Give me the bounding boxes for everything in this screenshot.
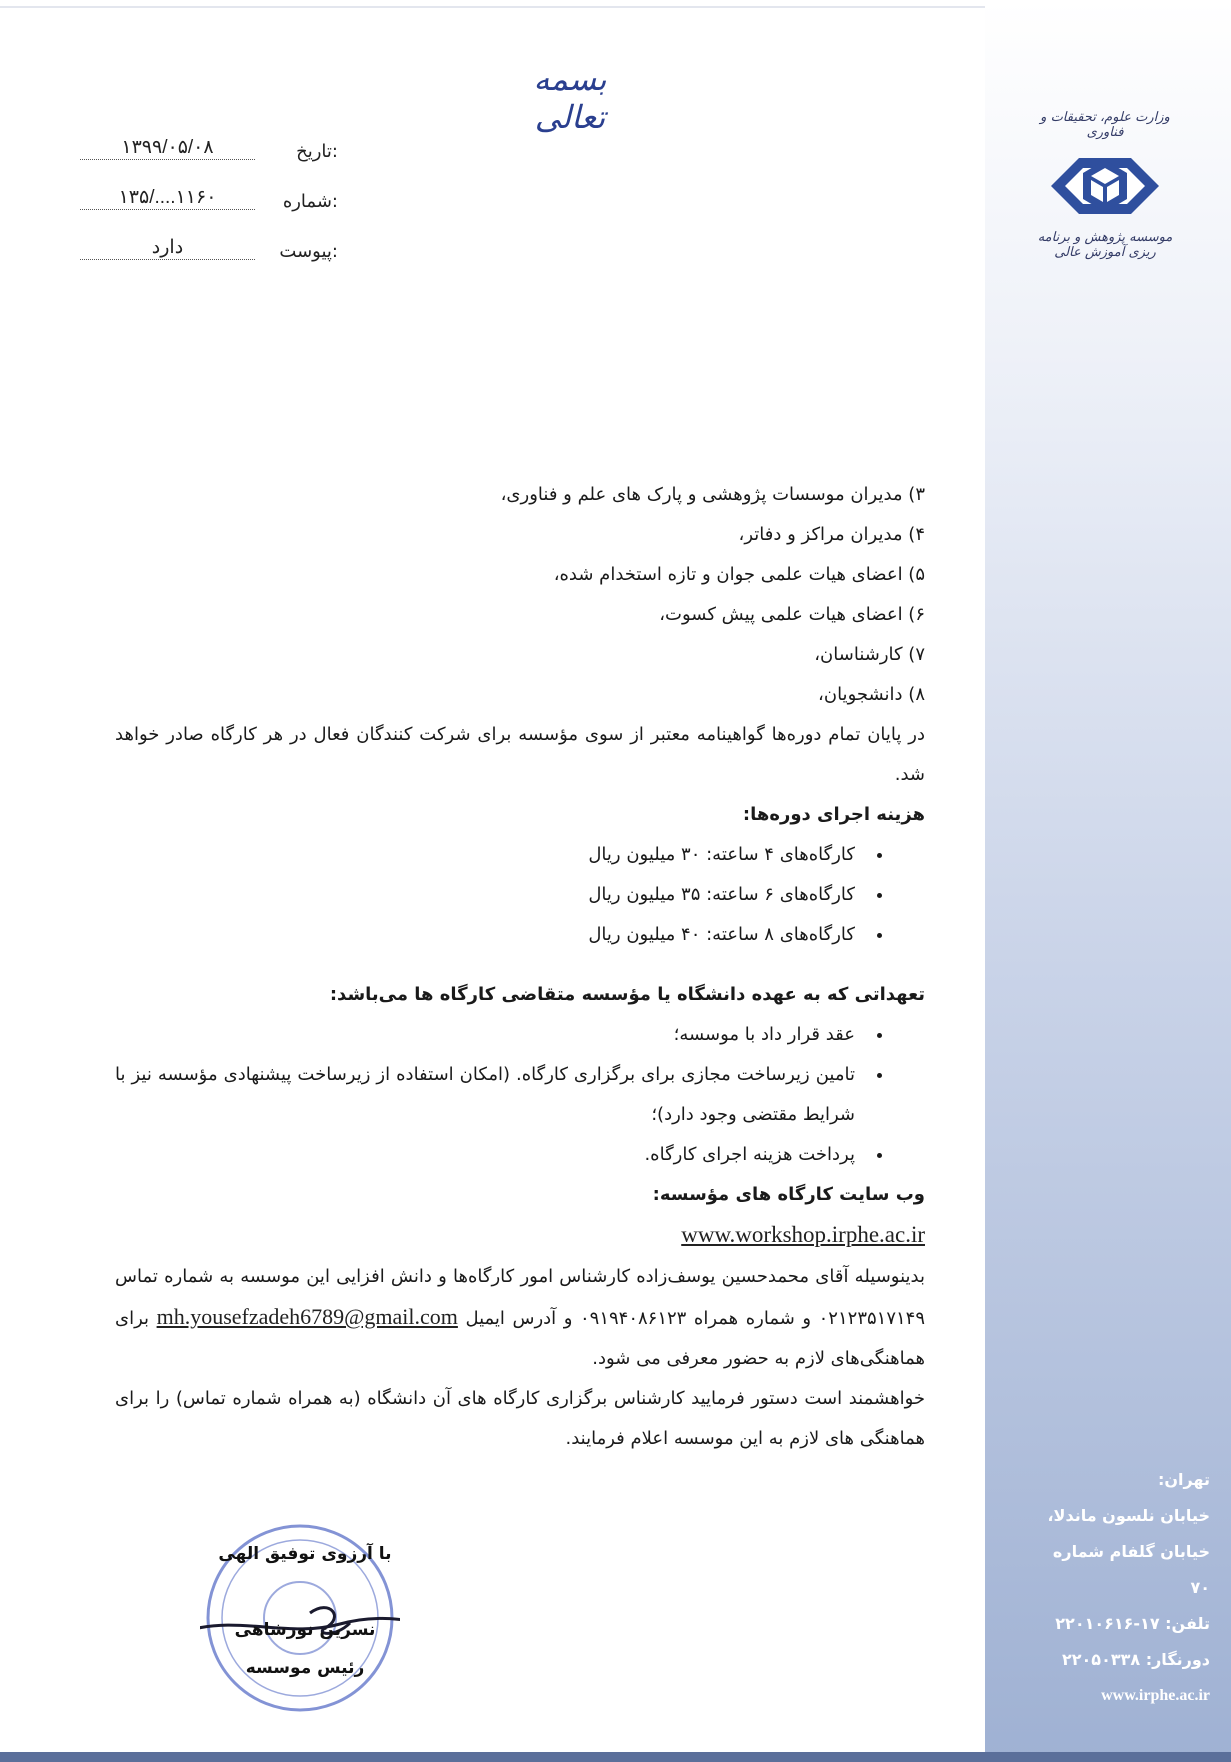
intro-text: برای هماهنگی‌های لازم به حضور معرفی می شود. — [115, 1308, 925, 1369]
contact-city: تهران: — [1157, 1470, 1210, 1489]
obligations-heading: تعهداتی که به عهده دانشگاه یا مؤسسه متقاضی کارگاه ها می‌باشد: — [329, 984, 925, 1005]
contact-website-link[interactable]: www.irphe.ac.ir — [1101, 1687, 1210, 1704]
intro-paragraph — [115, 1257, 925, 1379]
audience-item: ۵) اعضای هیات علمی جوان و تازه استخدام شده، — [553, 564, 925, 585]
obligation-item: • عقد قرار داد با موسسه؛ — [115, 1015, 865, 1055]
website-heading: وب سایت کارگاه های مؤسسه: — [652, 1184, 925, 1205]
obligation-item: • تامین زیرساخت مجازی برای برگزاری کارگاه. (امکان استفاده از زیرساخت پیشنهادی مؤسسه نیز با شرایط مقتضی وجود دارد)؛ — [115, 1055, 865, 1135]
bottom-border-bar — [0, 1752, 1231, 1762]
basmala-heading: بسمه تعالی — [533, 60, 607, 136]
contact-street: خیابان نلسون ماندلا، — [1047, 1506, 1210, 1525]
obligation-item: • پرداخت هزینه اجرای کارگاه. — [115, 1135, 865, 1175]
letter-attachment-value: دارد — [80, 236, 255, 260]
logo-bottom-text: موسسه پژوهش و برنامه ریزی آموزش عالی — [1037, 230, 1173, 260]
letter-body — [115, 475, 925, 1459]
contact-fax: دورنگار: ۲۲۰۵۰۳۳۸ — [1062, 1650, 1210, 1669]
costs-list — [115, 835, 925, 955]
letter-date-value: ۱۳۹۹/۰۵/۰۸ — [80, 136, 255, 160]
logo-emblem-icon — [1049, 146, 1161, 226]
costs-heading: هزینه اجرای دوره‌ها: — [742, 804, 925, 825]
audience-item: ۴) مدیران مراکز و دفاتر، — [738, 524, 925, 545]
obligations-list — [115, 1015, 925, 1175]
letter-number-label: شماره: — [282, 191, 338, 212]
signature-block — [180, 1535, 430, 1687]
audience-item: ۶) اعضای هیات علمی پیش کسوت، — [659, 604, 925, 625]
institute-logo — [1025, 110, 1185, 260]
certificate-paragraph: در پایان تمام دوره‌ها گواهینامه معتبر از سوی مؤسسه برای شرکت کنندگان فعال در هر کارگاه صادر خواهد شد. — [115, 724, 925, 785]
letter-number-value: ۱۳۵/....۱۱۶۰ — [80, 186, 255, 210]
signatory-name: نسرین نورشاهی — [234, 1620, 376, 1640]
workshop-website-link[interactable]: www.workshop.irphe.ac.ir — [681, 1222, 925, 1247]
contact-street: خیابان گلفام شماره ۷۰ — [1052, 1542, 1210, 1597]
letter-number-row — [80, 180, 350, 216]
cost-item: • کارگاه‌های ۸ ساعته: ۴۰ میلیون ریال — [115, 915, 865, 955]
letter-attachment-row — [80, 230, 350, 266]
letter-date-label: تاریخ: — [296, 141, 338, 162]
audience-item: ۷) کارشناسان، — [814, 644, 925, 665]
request-paragraph: خواهشمند است دستور فرمایید کارشناس برگزاری کارگاه های آن دانشگاه (به همراه شماره تماس) را برای هماهنگی های لازم به این موسسه اعلام فرمایند. — [115, 1388, 925, 1449]
contact-info — [1030, 1462, 1210, 1714]
logo-top-text: وزارت علوم، تحقیقات و فناوری — [1040, 110, 1170, 140]
signature-closing: با آرزوی توفیق الهی — [218, 1544, 392, 1564]
intro-text: بدینوسیله آقای محمدحسین یوسف‌زاده کارشناس امور کارگاه‌ها و دانش افزایی این موسسه به شماره تماس ۰۲۱۲۳۵۱۷۱۴۹ و شماره همراه ۰۹۱۹۴۰۸۶۱۲۳ و آدرس ایمیل — [115, 1266, 925, 1329]
cost-item: • کارگاه‌های ۴ ساعته: ۳۰ میلیون ریال — [115, 835, 865, 875]
cost-item: • کارگاه‌های ۶ ساعته: ۳۵ میلیون ریال — [115, 875, 865, 915]
audience-item: ۳) مدیران موسسات پژوهشی و پارک های علم و فناوری، — [500, 484, 925, 505]
contact-email-link[interactable]: mh.yousefzadeh6789@gmail.com — [156, 1304, 458, 1329]
signatory-title: رئیس موسسه — [245, 1658, 365, 1678]
letter-attachment-label: پیوست: — [279, 241, 338, 262]
audience-item: ۸) دانشجویان، — [818, 684, 925, 705]
letter-date-row — [80, 130, 350, 166]
contact-phone: تلفن: ۱۷-۲۲۰۱۰۶۱۶ — [1055, 1614, 1210, 1633]
